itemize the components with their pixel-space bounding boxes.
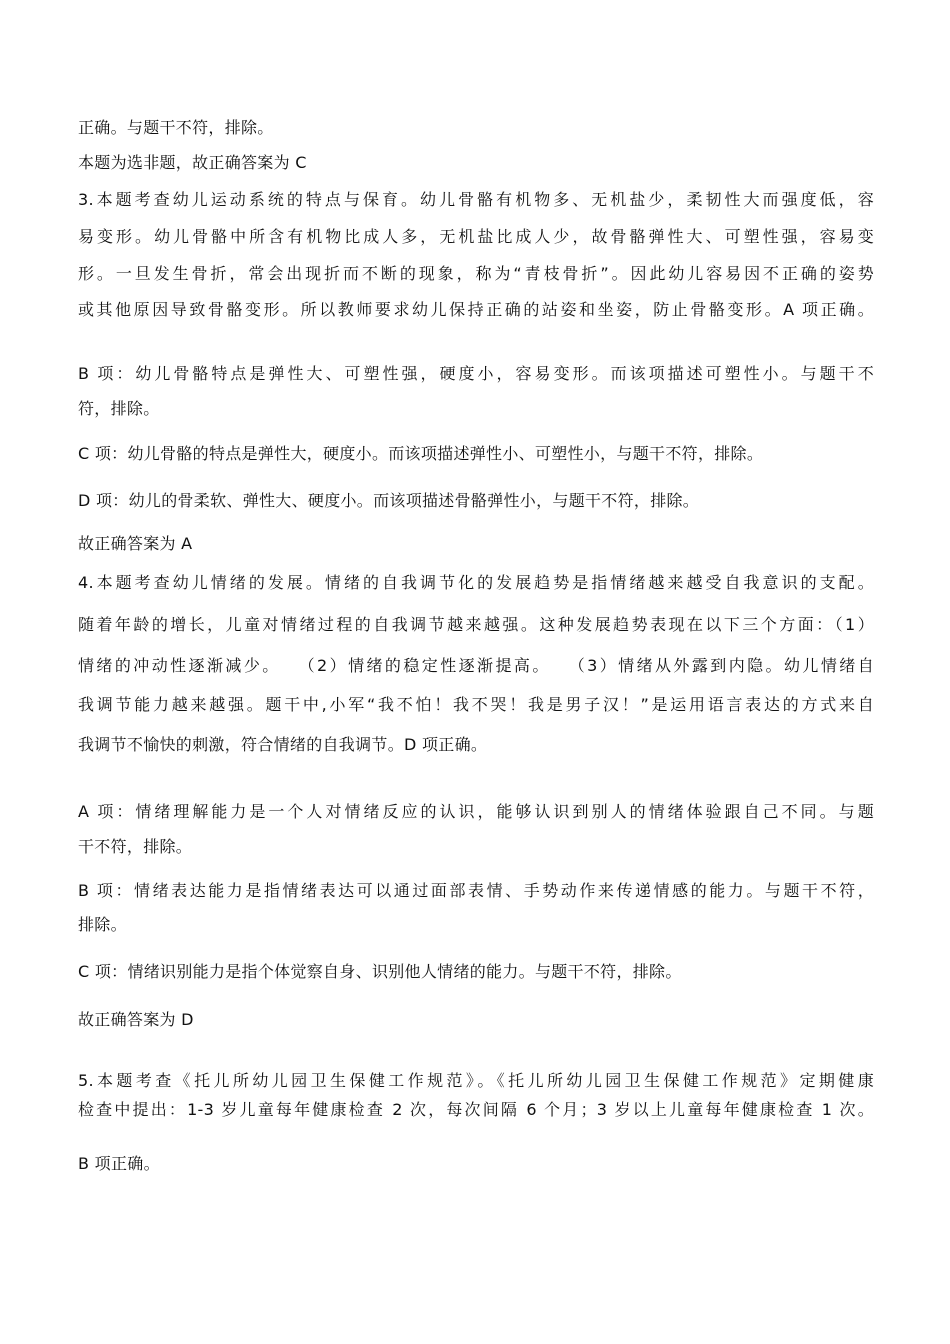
text-line: 4.本题考查幼儿情绪的发展。情绪的自我调节化的发展趋势是指情绪越来越受自我意识的支配。	[78, 573, 874, 592]
text-line: 排除。	[78, 915, 127, 934]
text-line: C 项：情绪识别能力是指个体觉察自身、识别他人情绪的能力。与题干不符，排除。	[78, 962, 682, 981]
text-line: 或其他原因导致骨骼变形。所以教师要求幼儿保持正确的站姿和坐姿，防止骨骼变形。A 项正确。	[78, 300, 874, 319]
text-line: B 项：情绪表达能力是指情绪表达可以通过面部表情、手势动作来传递情感的能力。与题干不符，	[78, 881, 874, 900]
text-line: 随着年龄的增长，儿童对情绪过程的自我调节越来越强。这种发展趋势表现在以下三个方面：（1）	[78, 615, 874, 634]
text-line: 干不符，排除。	[78, 837, 193, 856]
text-line: 正确。与题干不符，排除。	[78, 118, 274, 137]
text-line: B 项：幼儿骨骼特点是弹性大、可塑性强，硬度小，容易变形。而该项描述可塑性小。与题干不	[78, 364, 874, 383]
text-line: 我调节不愉快的刺激，符合情绪的自我调节。D 项正确。	[78, 735, 488, 754]
text-line: 情绪的冲动性逐渐减少。 （2）情绪的稳定性逐渐提高。 （3）情绪从外露到内隐。幼儿情绪自	[78, 656, 874, 675]
text-line: 5.本题考查《托儿所幼儿园卫生保健工作规范》。《托儿所幼儿园卫生保健工作规范》定期健康	[78, 1071, 874, 1090]
text-line: 检查中提出：1-3 岁儿童每年健康检查 2 次，每次间隔 6 个月；3 岁以上儿童每年健康检查 1 次。	[78, 1100, 874, 1119]
text-line: A 项：情绪理解能力是一个人对情绪反应的认识，能够认识到别人的情绪体验跟自己不同。与题	[78, 802, 874, 821]
text-line: 故正确答案为 A	[78, 534, 193, 553]
text-line: 符，排除。	[78, 399, 160, 418]
text-line: 形。一旦发生骨折，常会出现折而不断的现象，称为“青枝骨折”。因此幼儿容易因不正确的姿势	[78, 264, 874, 283]
text-line: 易变形。幼儿骨骼中所含有机物比成人多，无机盐比成人少，故骨骼弹性大、可塑性强，容易变	[78, 227, 874, 246]
text-line: 我调节能力越来越强。题干中,小军“我不怕！我不哭！我是男子汉！”是运用语言表达的方式来自	[78, 695, 874, 714]
text-line: 3.本题考查幼儿运动系统的特点与保育。幼儿骨骼有机物多、无机盐少，柔韧性大而强度低，容	[78, 190, 874, 209]
text-line: C 项：幼儿骨骼的特点是弹性大，硬度小。而该项描述弹性小、可塑性小，与题干不符，排除。	[78, 444, 764, 463]
text-line: D 项：幼儿的骨柔软、弹性大、硬度小。而该项描述骨骼弹性小，与题干不符，排除。	[78, 491, 700, 510]
text-line: B 项正确。	[78, 1154, 160, 1173]
text-line: 本题为选非题，故正确答案为 C	[78, 153, 307, 172]
text-line: 故正确答案为 D	[78, 1010, 194, 1029]
